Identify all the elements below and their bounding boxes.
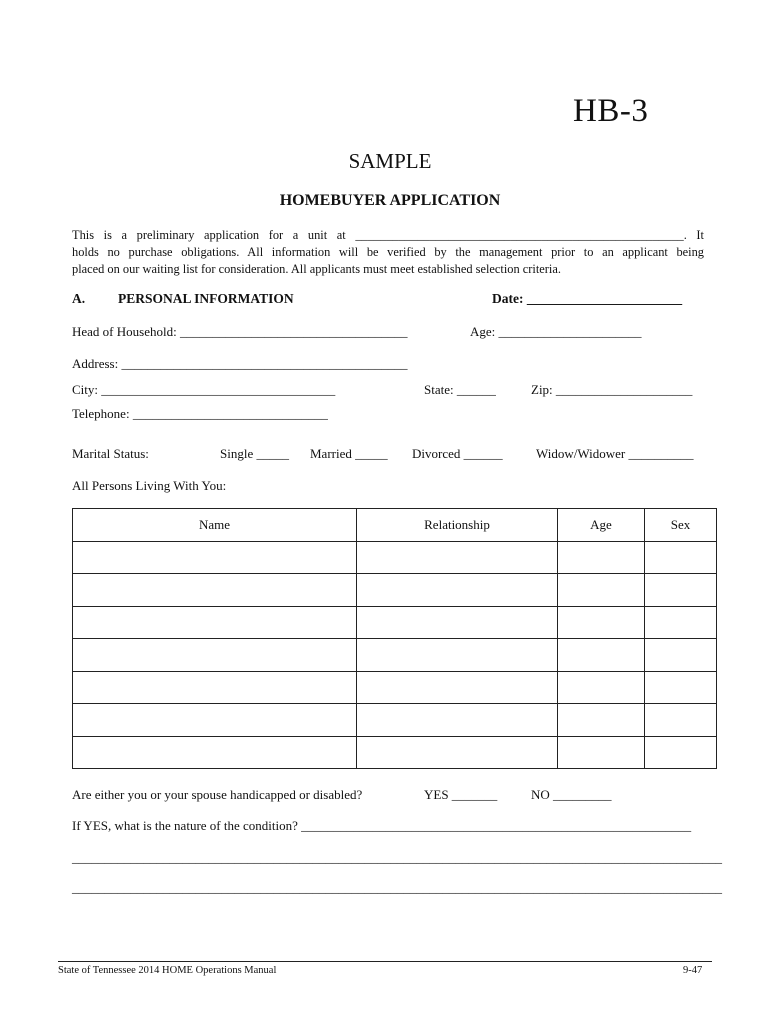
name-cell[interactable] [73, 639, 357, 672]
table-row [73, 736, 717, 769]
age-cell[interactable] [558, 736, 645, 769]
table-row [73, 574, 717, 607]
age-cell[interactable] [558, 541, 645, 574]
column-header-age: Age [558, 509, 645, 542]
sex-cell[interactable] [645, 704, 717, 737]
section-a-title: PERSONAL INFORMATION [118, 291, 294, 306]
sex-cell[interactable] [645, 574, 717, 607]
sex-cell[interactable] [645, 541, 717, 574]
table-row [73, 671, 717, 704]
disability-yes-option[interactable]: YES _______ [424, 787, 498, 802]
relationship-cell[interactable] [357, 736, 558, 769]
table-row [73, 541, 717, 574]
relationship-cell[interactable] [357, 639, 558, 672]
table-row [73, 704, 717, 737]
city-field[interactable]: City: ____________________________________ [72, 382, 336, 397]
table-header-row [73, 509, 717, 542]
section-a-letter: A. [72, 291, 86, 306]
condition-nature-field[interactable]: If YES, what is the nature of the condition? ____________________________________________________________ [72, 818, 692, 833]
footer-manual-title: State of Tennessee 2014 HOME Operations Manual [58, 965, 277, 976]
age-cell[interactable] [558, 671, 645, 704]
marital-divorced-option[interactable]: Divorced ______ [412, 446, 503, 461]
condition-line-2[interactable]: ____________________________________________________________________________________________________ [72, 880, 722, 895]
marital-single-option[interactable]: Single _____ [220, 446, 289, 461]
zip-field[interactable]: Zip: _____________________ [531, 382, 693, 397]
age-field[interactable]: Age: ______________________ [470, 324, 642, 339]
condition-line-1[interactable]: ____________________________________________________________________________________________________ [72, 850, 722, 865]
address-field[interactable]: Address: ____________________________________________ [72, 356, 408, 371]
head-of-household-field[interactable]: Head of Household: ___________________________________ [72, 324, 408, 339]
disability-no-option[interactable]: NO _________ [531, 787, 612, 802]
marital-widow-option[interactable]: Widow/Widower __________ [536, 446, 694, 461]
household-members-table [72, 508, 717, 769]
sex-cell[interactable] [645, 639, 717, 672]
relationship-cell[interactable] [357, 606, 558, 639]
footer-page-number: 9-47 [683, 965, 703, 976]
intro-line-1: This is a preliminary application for a unit at _____________________________________________________. It [72, 228, 704, 242]
intro-paragraph [72, 227, 704, 278]
state-field[interactable]: State: ______ [424, 382, 496, 397]
age-cell[interactable] [558, 704, 645, 737]
telephone-field[interactable]: Telephone: ______________________________ [72, 406, 328, 421]
age-cell[interactable] [558, 606, 645, 639]
form-code: HB-3 [573, 93, 649, 129]
name-cell[interactable] [73, 671, 357, 704]
name-cell[interactable] [73, 574, 357, 607]
relationship-cell[interactable] [357, 704, 558, 737]
name-cell[interactable] [73, 704, 357, 737]
footer-divider [58, 961, 712, 962]
intro-line-3: placed on our waiting list for consideration. All applicants must meet established selection criteria. [72, 262, 561, 276]
sex-cell[interactable] [645, 671, 717, 704]
sex-cell[interactable] [645, 606, 717, 639]
name-cell[interactable] [73, 606, 357, 639]
name-cell[interactable] [73, 541, 357, 574]
application-title: HOMEBUYER APPLICATION [279, 192, 501, 209]
marital-status-label: Marital Status: [72, 446, 149, 461]
table-row [73, 639, 717, 672]
column-header-relationship: Relationship [357, 509, 558, 542]
age-cell[interactable] [558, 639, 645, 672]
column-header-sex: Sex [645, 509, 717, 542]
intro-line-2: holds no purchase obligations. All information will be verified by the management prior to an applicant being [72, 245, 704, 259]
disability-question: Are either you or your spouse handicapped or disabled? [72, 787, 363, 802]
name-cell[interactable] [73, 736, 357, 769]
persons-label: All Persons Living With You: [72, 478, 227, 493]
age-cell[interactable] [558, 574, 645, 607]
marital-married-option[interactable]: Married _____ [310, 446, 388, 461]
table-row [73, 606, 717, 639]
relationship-cell[interactable] [357, 671, 558, 704]
column-header-name: Name [73, 509, 357, 542]
relationship-cell[interactable] [357, 541, 558, 574]
date-field[interactable]: Date: _______________________ [492, 291, 683, 306]
sex-cell[interactable] [645, 736, 717, 769]
sample-label: SAMPLE [348, 149, 432, 173]
relationship-cell[interactable] [357, 574, 558, 607]
